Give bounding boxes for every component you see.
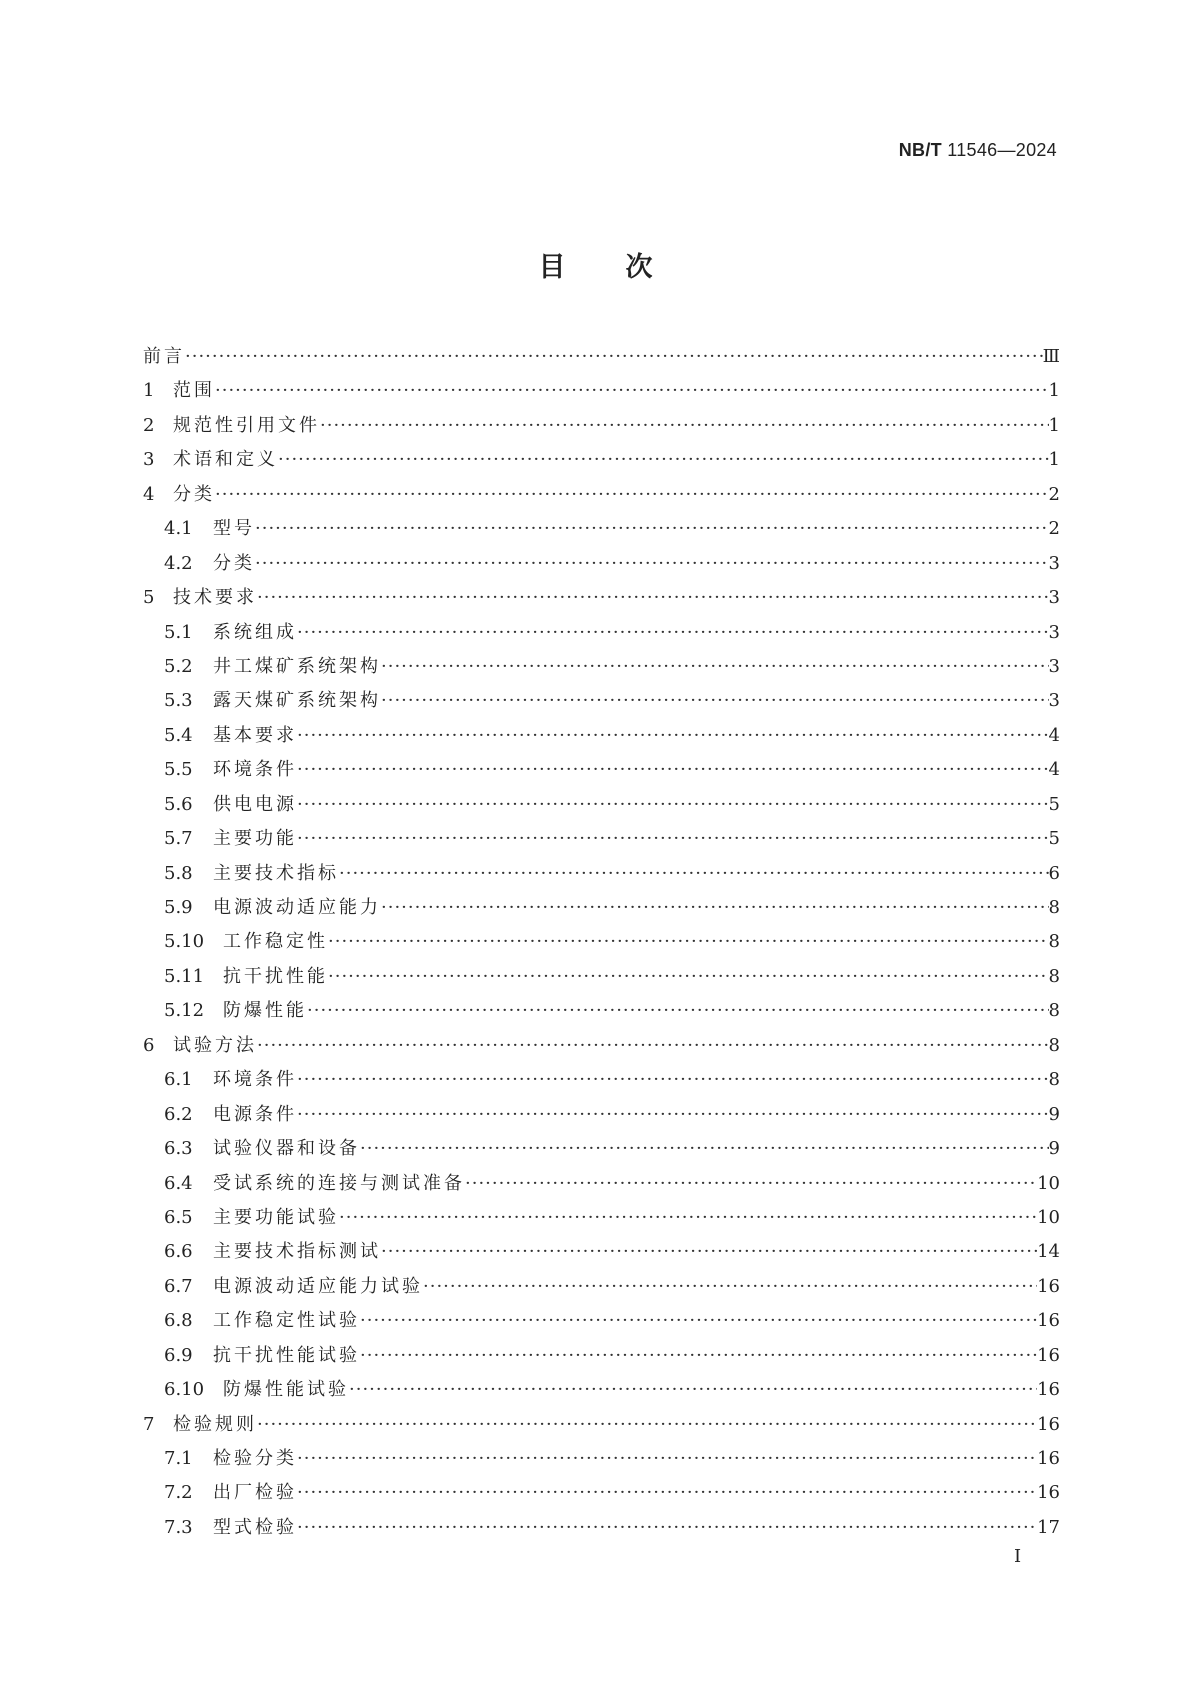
toc-entry-page: 6: [1048, 862, 1060, 884]
toc-entry[interactable]: [143, 891, 1060, 925]
toc-dot-leader: [255, 512, 1049, 546]
toc-entry-number: 2: [143, 414, 155, 436]
toc-entry-page: 2: [1048, 518, 1060, 540]
toc-entry-label: 技术要求: [173, 587, 257, 609]
toc-entry-number: 5.10: [164, 931, 205, 953]
toc-entry-page: 1: [1048, 449, 1060, 471]
toc-entry[interactable]: [143, 788, 1060, 822]
toc-entry[interactable]: [143, 1029, 1060, 1063]
toc-entry-label: 系统组成: [213, 621, 297, 643]
toc-entry-number: 6.8: [164, 1310, 193, 1332]
toc-entry-label: 基本要求: [213, 724, 297, 746]
toc-entry[interactable]: [143, 1270, 1060, 1304]
toc-entry-number: 6: [143, 1034, 155, 1056]
toc-entry-number: 7.2: [164, 1482, 193, 1504]
toc-entry-number: 5.3: [164, 690, 193, 712]
toc-entry-number: 7: [143, 1413, 155, 1435]
toc-entry[interactable]: [143, 1339, 1060, 1373]
toc-entry-page: 10: [1037, 1206, 1060, 1228]
toc-entry-page: 8: [1048, 965, 1060, 987]
toc-entry-page: 8: [1048, 1069, 1060, 1091]
toc-entry-label: 露天煤矿系统架构: [213, 690, 381, 712]
toc-dot-leader: [381, 891, 1049, 925]
page-title: [0, 245, 1191, 284]
toc-entry-label: 电源条件: [213, 1103, 297, 1125]
toc-entry-label: 检验规则: [173, 1413, 257, 1435]
toc-entry-number: 7.1: [164, 1448, 193, 1469]
toc-dot-leader: [297, 1063, 1049, 1097]
toc-entry-label: 防爆性能: [223, 1000, 307, 1022]
toc-entry-page: 5: [1048, 793, 1060, 815]
toc-entry-label: 试验仪器和设备: [213, 1138, 360, 1160]
toc-entry-label: 主要功能: [213, 828, 297, 850]
toc-dot-leader: [297, 1476, 1037, 1510]
toc-entry-page: 8: [1048, 1000, 1060, 1022]
toc-dot-leader: [297, 719, 1049, 753]
toc-entry[interactable]: [143, 1201, 1060, 1235]
toc-entry-label: 分类: [213, 552, 255, 574]
toc-entry-label: 主要技术指标测试: [213, 1241, 381, 1263]
toc-entry-page: 16: [1037, 1275, 1060, 1297]
toc-entry[interactable]: [143, 1408, 1060, 1442]
toc-dot-leader: [297, 788, 1049, 822]
toc-dot-leader: [297, 1511, 1037, 1545]
toc-entry[interactable]: [143, 1373, 1060, 1407]
toc-entry-number: 4: [143, 483, 155, 505]
toc-entry-page: 10: [1037, 1172, 1060, 1194]
toc-entry-number: 4.2: [164, 552, 193, 574]
toc-entry-number: 5.11: [164, 965, 205, 987]
toc-entry[interactable]: [143, 857, 1060, 891]
toc-entry[interactable]: [143, 1442, 1060, 1476]
toc-entry-number: 6.3: [164, 1138, 193, 1160]
toc-entry[interactable]: [143, 994, 1060, 1028]
toc-entry-label: 型号: [213, 518, 255, 540]
toc-entry[interactable]: [143, 650, 1060, 684]
toc-entry-page: 17: [1037, 1516, 1060, 1538]
toc-dot-leader: [297, 822, 1049, 856]
toc-entry-page: Ⅲ: [1042, 346, 1060, 367]
toc-entry[interactable]: [143, 960, 1060, 994]
toc-entry-page: 3: [1048, 655, 1060, 677]
toc-dot-leader: [297, 616, 1049, 650]
toc-entry-page: 16: [1037, 1413, 1060, 1435]
toc-entry[interactable]: [143, 512, 1060, 546]
toc-dot-leader: [465, 1167, 1037, 1201]
toc-dot-leader: [360, 1132, 1049, 1166]
toc-dot-leader: [257, 1408, 1037, 1442]
toc-dot-leader: [423, 1270, 1037, 1304]
toc-entry-number: 3: [143, 449, 155, 471]
toc-entry-page: 16: [1037, 1310, 1060, 1332]
toc-entry-page: 3: [1048, 690, 1060, 712]
toc-entry-label: 防爆性能试验: [223, 1379, 349, 1401]
toc-dot-leader: [328, 960, 1049, 994]
toc-entry-label: 抗干扰性能: [223, 965, 328, 987]
toc-entry-label: 供电电源: [213, 793, 297, 815]
toc-entry[interactable]: [143, 719, 1060, 753]
toc-entry-page: 2: [1048, 483, 1060, 505]
toc-entry-label: 主要技术指标: [213, 862, 339, 884]
toc-entry-label: 工作稳定性: [223, 931, 328, 953]
toc-entry[interactable]: [143, 925, 1060, 959]
toc-entry-number: 6.7: [164, 1275, 193, 1297]
toc-entry-page: 4: [1048, 759, 1060, 781]
toc-entry-number: 4.1: [164, 518, 193, 540]
toc-entry-label: 检验分类: [213, 1448, 297, 1469]
toc-entry-label: 术语和定义: [173, 449, 278, 471]
toc-entry-label: 工作稳定性试验: [213, 1310, 360, 1332]
toc-entry[interactable]: [143, 822, 1060, 856]
toc-entry-page: 16: [1037, 1344, 1060, 1366]
table-of-contents: [143, 340, 1060, 1545]
toc-entry[interactable]: [143, 1098, 1060, 1132]
toc-entry-number: 5.6: [164, 793, 193, 815]
toc-entry-number: 6.1: [164, 1069, 193, 1091]
toc-entry-page: 9: [1048, 1103, 1060, 1125]
toc-entry-label: 电源波动适应能力试验: [213, 1275, 423, 1297]
toc-dot-leader: [349, 1373, 1037, 1407]
toc-entry[interactable]: [143, 1235, 1060, 1269]
toc-entry-page: 3: [1048, 587, 1060, 609]
toc-entry-number: 6.2: [164, 1103, 193, 1125]
toc-entry-page: 3: [1048, 621, 1060, 643]
toc-dot-leader: [255, 547, 1049, 581]
toc-dot-leader: [278, 443, 1049, 477]
toc-entry-label: 受试系统的连接与测试准备: [213, 1172, 465, 1194]
toc-entry-page: 8: [1048, 1034, 1060, 1056]
toc-entry[interactable]: [143, 1063, 1060, 1097]
toc-entry-number: 6.9: [164, 1344, 193, 1366]
toc-entry-number: 5.8: [164, 862, 193, 884]
toc-dot-leader: [339, 857, 1049, 891]
standard-number: 11546—2024: [947, 140, 1057, 160]
toc-entry[interactable]: [143, 1132, 1060, 1166]
toc-dot-leader: [360, 1304, 1037, 1338]
page-title-char-2: 次: [625, 252, 653, 283]
toc-entry-number: 6.10: [164, 1379, 205, 1401]
toc-entry-label: 主要功能试验: [213, 1206, 339, 1228]
toc-entry-label: 电源波动适应能力: [213, 897, 381, 918]
toc-entry-page: 1: [1048, 380, 1060, 402]
toc-entry[interactable]: [143, 340, 1060, 374]
toc-entry-page: 16: [1037, 1482, 1060, 1504]
standard-code: [899, 140, 1057, 161]
toc-dot-leader: [257, 1029, 1049, 1063]
toc-dot-leader: [307, 994, 1049, 1028]
toc-entry-page: 4: [1048, 724, 1060, 746]
toc-entry-label: 井工煤矿系统架构: [213, 655, 381, 677]
toc-entry-label: 环境条件: [213, 1069, 297, 1091]
toc-dot-leader: [297, 1098, 1049, 1132]
toc-entry[interactable]: [143, 374, 1060, 408]
toc-entry[interactable]: [143, 753, 1060, 787]
toc-entry-label: 前言: [143, 346, 185, 367]
toc-dot-leader: [381, 1235, 1037, 1269]
toc-entry-label: 试验方法: [173, 1034, 257, 1056]
standard-prefix: NB/T: [898, 140, 942, 160]
toc-dot-leader: [339, 1201, 1037, 1235]
toc-entry-page: 3: [1048, 552, 1060, 574]
toc-entry[interactable]: [143, 1304, 1060, 1338]
toc-dot-leader: [360, 1339, 1037, 1373]
toc-entry-label: 型式检验: [213, 1516, 297, 1538]
toc-entry[interactable]: [143, 1511, 1060, 1545]
toc-entry-label: 出厂检验: [213, 1482, 297, 1504]
toc-entry-number: 6.4: [164, 1172, 193, 1194]
toc-entry[interactable]: [143, 581, 1060, 615]
toc-entry-label: 规范性引用文件: [173, 414, 320, 436]
toc-entry-number: 5.9: [164, 897, 193, 918]
toc-entry-number: 6.6: [164, 1241, 193, 1263]
toc-entry-label: 抗干扰性能试验: [213, 1344, 360, 1366]
toc-entry-number: 5.12: [164, 1000, 205, 1022]
toc-entry-page: 8: [1048, 897, 1060, 918]
toc-entry-page: 16: [1037, 1448, 1060, 1469]
toc-entry-number: 5.7: [164, 828, 193, 850]
toc-dot-leader: [320, 409, 1049, 443]
toc-entry-number: 1: [143, 380, 155, 402]
toc-entry[interactable]: [143, 1476, 1060, 1510]
toc-entry-label: 范围: [173, 380, 215, 402]
toc-entry[interactable]: [143, 443, 1060, 477]
toc-entry[interactable]: [143, 616, 1060, 650]
toc-dot-leader: [215, 478, 1049, 512]
toc-entry-label: 环境条件: [213, 759, 297, 781]
toc-dot-leader: [297, 1442, 1037, 1476]
toc-dot-leader: [215, 374, 1049, 408]
toc-entry-label: 分类: [173, 483, 215, 505]
toc-dot-leader: [381, 650, 1049, 684]
toc-entry-number: 5.4: [164, 724, 193, 746]
page-number: I: [1014, 1546, 1022, 1567]
toc-entry[interactable]: [143, 684, 1060, 718]
toc-dot-leader: [297, 753, 1049, 787]
toc-dot-leader: [328, 925, 1049, 959]
toc-entry-number: 5.1: [164, 621, 193, 643]
toc-entry-page: 1: [1048, 414, 1060, 436]
toc-entry-page: 16: [1037, 1379, 1060, 1401]
toc-entry[interactable]: [143, 409, 1060, 443]
toc-entry-number: 5.2: [164, 655, 193, 677]
toc-entry-number: 5: [143, 587, 155, 609]
toc-entry-number: 6.5: [164, 1206, 193, 1228]
toc-entry-page: 9: [1048, 1138, 1060, 1160]
toc-entry-number: 7.3: [164, 1516, 193, 1538]
toc-dot-leader: [185, 340, 1043, 374]
toc-entry-number: 5.5: [164, 759, 193, 781]
toc-dot-leader: [381, 684, 1049, 718]
toc-entry[interactable]: [143, 478, 1060, 512]
toc-entry-page: 8: [1048, 931, 1060, 953]
toc-entry[interactable]: [143, 1167, 1060, 1201]
toc-entry-page: 5: [1048, 828, 1060, 850]
page-title-char-1: 目: [538, 252, 566, 283]
toc-entry-page: 14: [1037, 1241, 1060, 1263]
toc-dot-leader: [257, 581, 1049, 615]
toc-entry[interactable]: [143, 547, 1060, 581]
